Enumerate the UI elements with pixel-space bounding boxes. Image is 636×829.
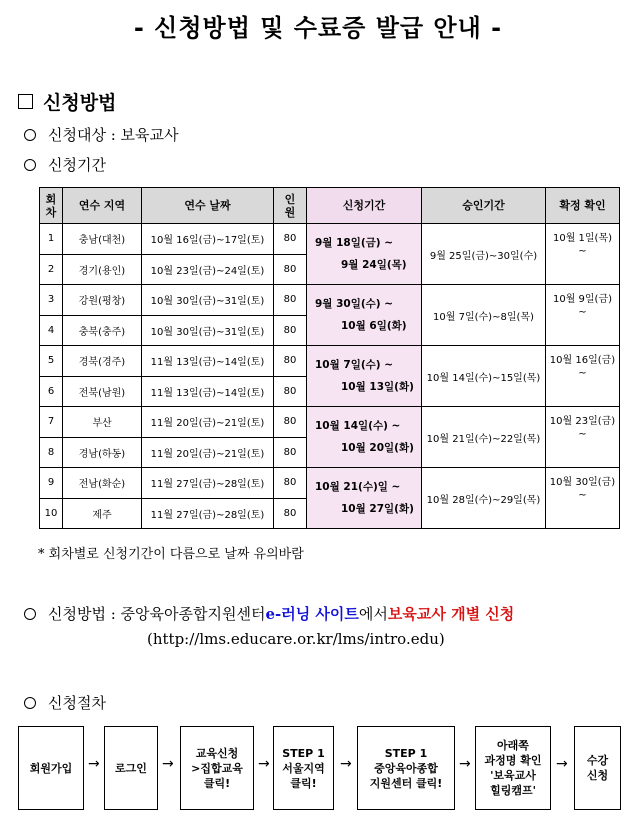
arrow-icon: → [88, 756, 100, 772]
circle-bullet-icon [24, 608, 36, 620]
cell-people: 80 [274, 376, 307, 407]
cell-region: 강원(평창) [63, 285, 142, 316]
cell-apply-period [307, 407, 422, 468]
cell-people: 80 [274, 346, 307, 377]
step-apply-course: 교육신청 >집합교육 클릭! [180, 726, 254, 810]
section-heading [18, 88, 116, 115]
header-confirm: 확정 확인 [546, 188, 620, 224]
cell-region: 경남(하동) [63, 437, 142, 468]
method-prefix: 신청방법 : 중앙육아종합지원센터 [48, 605, 266, 623]
apply-period-start: 9월 30일(수) ~ [315, 298, 394, 310]
apply-period-start: 10월 21(수)일 ~ [315, 481, 401, 493]
target-line [24, 124, 179, 145]
cell-region: 경기(용인) [63, 254, 142, 285]
arrow-icon: → [459, 756, 471, 772]
cell-round: 2 [40, 254, 63, 285]
cell-date: 11월 27일(금)~28일(토) [142, 468, 274, 499]
step-course-check: 아래쪽 과정명 확인 '보육교사 힐링캠프' [475, 726, 551, 810]
cell-round: 8 [40, 437, 63, 468]
cell-people: 80 [274, 254, 307, 285]
cell-round: 4 [40, 315, 63, 346]
cell-region: 전남(화순) [63, 468, 142, 499]
cell-approval-period: 10월 14일(수)~15일(목) [422, 346, 546, 407]
cell-people: 80 [274, 437, 307, 468]
cell-round: 7 [40, 407, 63, 438]
table-row [40, 224, 620, 255]
table-header-row [40, 188, 620, 224]
elearning-site-link[interactable]: e-러닝 사이트 [265, 605, 359, 623]
section-title: 신청방법 [43, 92, 117, 114]
cell-people: 80 [274, 498, 307, 529]
cell-region: 충남(대천) [63, 224, 142, 255]
procedure-label: 신청절차 [48, 694, 106, 712]
header-apply-period: 신청기간 [307, 188, 422, 224]
cell-people: 80 [274, 468, 307, 499]
cell-date: 11월 13일(금)~14일(토) [142, 346, 274, 377]
cell-round: 1 [40, 224, 63, 255]
cell-approval-period: 10월 7일(수)~8일(목) [422, 285, 546, 346]
arrow-icon: → [556, 756, 568, 772]
method-highlight: 보육교사 개별 신청 [387, 605, 515, 623]
period-line [24, 154, 106, 175]
cell-date: 11월 20일(금)~21일(토) [142, 407, 274, 438]
arrow-icon: → [162, 756, 174, 772]
procedure-line [24, 692, 106, 713]
cell-apply-period [307, 285, 422, 346]
circle-bullet-icon [24, 697, 36, 709]
cell-round: 3 [40, 285, 63, 316]
apply-period-end: 10월 13일(화) [341, 381, 414, 393]
schedule-table [39, 187, 620, 529]
header-date: 연수 날짜 [142, 188, 274, 224]
method-line [24, 603, 514, 624]
step-center-select: STEP 1 중앙육아종합 지원센터 클릭! [357, 726, 455, 810]
header-approval-period: 승인기간 [422, 188, 546, 224]
target-text: 신청대상 : 보육교사 [48, 126, 179, 144]
cell-confirm: 10월 1일(목) ~ [546, 224, 620, 285]
cell-round: 5 [40, 346, 63, 377]
site-url[interactable]: (http://lms.educare.or.kr/lms/intro.edu) [147, 630, 445, 648]
apply-period-start: 10월 14일(수) ~ [315, 420, 401, 432]
apply-period-end: 10월 20일(화) [341, 442, 414, 454]
cell-date: 10월 23일(금)~24일(토) [142, 254, 274, 285]
table-row [40, 468, 620, 499]
header-people: 인 원 [274, 188, 307, 224]
cell-round: 9 [40, 468, 63, 499]
arrow-icon: → [340, 756, 352, 772]
cell-region: 경북(경주) [63, 346, 142, 377]
period-note: * 회차별로 신청기간이 다름으로 날짜 유의바람 [38, 547, 304, 562]
cell-region: 부산 [63, 407, 142, 438]
cell-confirm: 10월 9일(금) ~ [546, 285, 620, 346]
cell-date: 10월 30일(금)~31일(토) [142, 285, 274, 316]
cell-date: 10월 16일(금)~17일(토) [142, 224, 274, 255]
cell-confirm: 10월 16일(금) ~ [546, 346, 620, 407]
cell-confirm: 10월 30일(금) ~ [546, 468, 620, 529]
cell-confirm: 10월 23일(금) ~ [546, 407, 620, 468]
cell-people: 80 [274, 407, 307, 438]
cell-apply-period [307, 224, 422, 285]
cell-date: 11월 20일(금)~21일(토) [142, 437, 274, 468]
cell-date: 10월 30일(금)~31일(토) [142, 315, 274, 346]
cell-apply-period [307, 468, 422, 529]
cell-region: 전북(남원) [63, 376, 142, 407]
circle-bullet-icon [24, 159, 36, 171]
period-label: 신청기간 [48, 156, 106, 174]
cell-people: 80 [274, 285, 307, 316]
step-enroll: 수강 신청 [574, 726, 621, 810]
square-bullet-icon [18, 94, 33, 109]
step-login: 로그인 [104, 726, 158, 810]
arrow-icon: → [258, 756, 270, 772]
table-row [40, 285, 620, 316]
cell-round: 10 [40, 498, 63, 529]
table-row [40, 407, 620, 438]
apply-period-start: 10월 7일(수) ~ [315, 359, 394, 371]
table-row [40, 346, 620, 377]
step-signup: 회원가입 [18, 726, 84, 810]
cell-people: 80 [274, 224, 307, 255]
method-middle: 에서 [358, 605, 388, 623]
apply-period-end: 10월 6일(화) [341, 320, 407, 332]
cell-people: 80 [274, 315, 307, 346]
circle-bullet-icon [24, 129, 36, 141]
cell-region: 충북(충주) [63, 315, 142, 346]
header-region: 연수 지역 [63, 188, 142, 224]
cell-round: 6 [40, 376, 63, 407]
header-round: 회 차 [40, 188, 63, 224]
apply-period-start: 9월 18일(금) ~ [315, 237, 394, 249]
apply-period-end: 9월 24일(목) [341, 259, 407, 271]
cell-date: 11월 27일(금)~28일(토) [142, 498, 274, 529]
cell-region: 제주 [63, 498, 142, 529]
apply-period-end: 10월 27일(화) [341, 503, 414, 515]
step-seoul-region: STEP 1 서울지역 클릭! [273, 726, 334, 810]
cell-approval-period: 10월 21일(수)~22일(목) [422, 407, 546, 468]
cell-approval-period: 10월 28일(수)~29일(목) [422, 468, 546, 529]
cell-approval-period: 9월 25일(금)~30일(수) [422, 224, 546, 285]
cell-date: 11월 13일(금)~14일(토) [142, 376, 274, 407]
cell-apply-period [307, 346, 422, 407]
page-title: - 신청방법 및 수료증 발급 안내 - [133, 14, 503, 42]
